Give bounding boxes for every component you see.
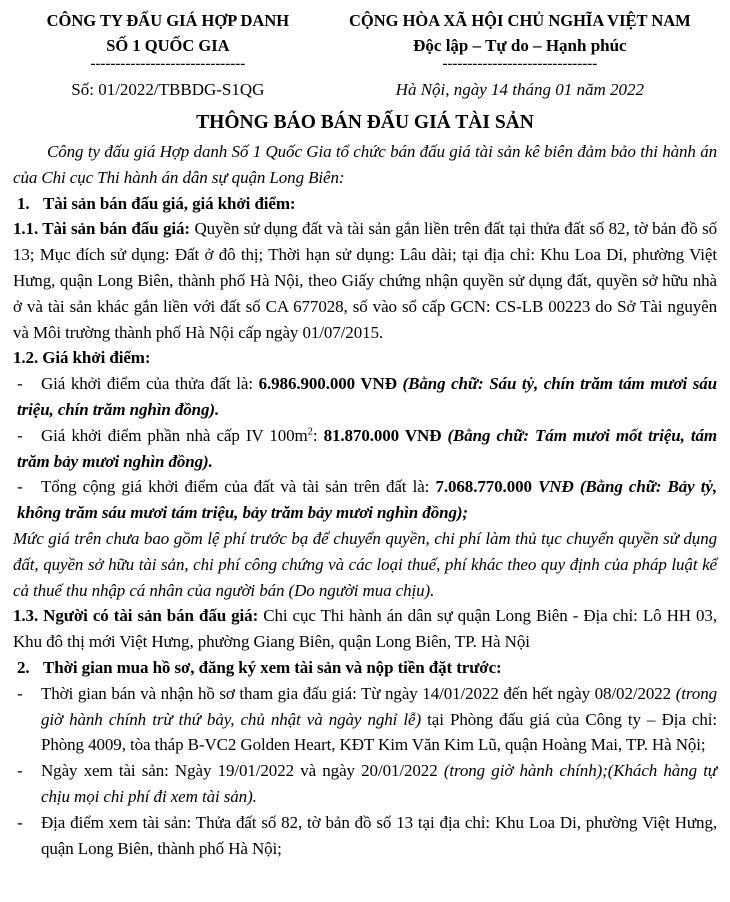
bullet-marker: -	[17, 374, 23, 394]
text-run: 1.2. Giá khởi điểm:	[13, 348, 151, 368]
text-run: Quyền sử dụng đất và tài sản gắn liền trên đất tại thửa đất số 82, tờ bản đồ số 13; Mục đích sử dụng: Đất ở đô thị; Thời hạn sử dụng: Lâu dài; tại địa chỉ: Khu Loa Di, phường Việt Hưng, quận Long Biên, thành phố Hà Nội, theo Giấy chứng nhận quyền sử dụng đất, quyền sở hữu nhà ở và tài sản khác gắn liền với đất số CA 677028, số vào sổ cấp GCN: CS-LB 00223 do Sở Tài nguyên và Môi trường thành phố Hà Nội cấp ngày 01/07/2015.	[13, 219, 718, 342]
text-run: (Bằng chữ: Sáu tỷ, chín trăm tám mươi sáu triệu, chín trăm nghìn đồng).	[17, 374, 718, 419]
national-motto-line: Độc lập – Tự do – Hạnh phúc	[413, 36, 627, 55]
text-run: Thời gian bán và nhận hồ sơ tham gia đấu giá: Từ ngày 14/01/2022 đến hết ngày 08/02/2022	[41, 683, 676, 703]
section-1-2-heading	[13, 345, 717, 371]
text-run: Ngày xem tài sản: Ngày 19/01/2022 và ngày 20/01/2022	[41, 761, 444, 781]
bullet-marker: -	[17, 761, 23, 781]
bullet-marker: 2.	[17, 657, 30, 677]
bullet-text	[17, 477, 717, 522]
bullet-marker: -	[17, 425, 23, 445]
text-run: (trong giờ hành chính trừ thứ bảy, chủ nhật và ngày nghỉ lễ)	[41, 683, 717, 729]
text-run: VNĐ (Bằng chữ: Bảy tỷ, không trăm sáu mươi tám triệu, bảy trăm bảy mươi nghìn đồng);	[17, 477, 717, 523]
text-run: Mức giá trên chưa bao gồm lệ phí trước bạ để chuyển quyền, chi phí làm thủ tục chuyển quyền sử dụng đất, quyền sở hữu tài sản, chi phí công chứng và các loại thuế, phí khác theo quy định của pháp luật kể cả thuế thu nhập cá nhân của người bán (Do người mua chịu).	[13, 528, 717, 600]
document-body	[13, 139, 717, 861]
bullet-text	[43, 194, 296, 213]
bullet-text	[17, 426, 717, 471]
bullet-marker: 1.	[17, 193, 30, 213]
bullet-marker: -	[17, 683, 23, 703]
document-title: THÔNG BÁO BÁN ĐẤU GIÁ TÀI SẢN	[196, 112, 534, 133]
text-run: :	[312, 425, 324, 445]
text-run: Giá khởi điểm của thửa đất là:	[41, 374, 259, 394]
intro-paragraph	[13, 139, 717, 191]
document-header	[13, 8, 717, 100]
bullet-starting-price-house	[13, 423, 717, 475]
bullet-text	[17, 374, 717, 419]
bullet-text	[43, 658, 502, 677]
bullet-total-starting-price	[13, 474, 717, 526]
price-note-paragraph	[13, 526, 717, 603]
place-date-line: Hà Nội, ngày 14 tháng 01 năm 2022	[395, 80, 645, 99]
text-run: 81.870.000 VNĐ	[323, 425, 448, 445]
text-run: tại Phòng đấu giá của Công ty – Địa chỉ: Phòng 4009, tòa tháp B-VC2 Golden Heart, KĐT Kim Văn Kim Lũ, quận Hoàng Mai, TP. Hà Nội;	[41, 709, 718, 755]
text-run: 2	[307, 426, 313, 438]
paragraph-1-3-asset-owner	[13, 603, 717, 655]
bullet-asset-viewing-location	[13, 810, 717, 862]
bullet-asset-viewing-dates	[13, 758, 717, 810]
text-run: 7.068.770.000	[435, 477, 539, 497]
bullet-text	[41, 681, 717, 758]
issuer-block	[13, 8, 323, 100]
national-block	[323, 8, 717, 100]
paragraph-1-1-auction-asset	[13, 216, 717, 345]
text-run: 1.3. Người có tài sản bán đấu giá:	[13, 606, 264, 626]
text-run: 6.986.900.000 VNĐ	[258, 374, 403, 394]
section-1-heading	[13, 191, 717, 217]
text-run: Tổng cộng giá khởi điểm của đất và tài sản trên đất là:	[41, 477, 436, 497]
bullet-marker: -	[17, 477, 23, 497]
motto-divider: -------------------------------	[442, 56, 598, 72]
text-run: Địa điểm xem tài sản: Thửa đất số 82, tờ bản đồ số 13 tại địa chỉ: Khu Loa Di, phường Việt Hưng, quận Long Biên, thành phố Hà Nội;	[41, 812, 717, 858]
national-name-line: CỘNG HÒA XÃ HỘI CHỦ NGHĨA VIỆT NAM	[348, 11, 691, 30]
issuer-name-line2: SỐ 1 QUỐC GIA	[106, 36, 230, 55]
text-run: (trong giờ hành chính);(Khách hàng tự chịu mọi chi phí đi xem tài sản).	[41, 761, 717, 806]
text-run: Thời gian mua hồ sơ, đăng ký xem tài sản và nộp tiền đặt trước:	[43, 657, 502, 677]
bullet-sale-registration-period	[13, 681, 717, 758]
text-run: (Bằng chữ: Tám mươi mốt triệu, tám trăm bảy mươi nghìn đồng).	[17, 425, 718, 471]
bullet-marker: -	[17, 812, 23, 832]
bullet-text	[41, 810, 717, 862]
issuer-divider: -------------------------------	[90, 56, 246, 72]
section-2-heading	[13, 655, 717, 681]
document-number: Số: 01/2022/TBBDG-S1QG	[71, 80, 265, 99]
text-run: Công ty đấu giá Hợp danh Số 1 Quốc Gia tổ chức bán đấu giá tài sản kê biên đảm bảo thi hành án của Chi cục Thi hành án dân sự quận Long Biên:	[13, 142, 717, 187]
text-run: Chi cục Thi hành án dân sự quận Long Biên - Địa chỉ: Lô HH 03, Khu đô thị mới Việt Hưng, phường Giang Biên, quận Long Biên, TP. Hà Nội	[13, 606, 717, 652]
issuer-name-line1: CÔNG TY ĐẤU GIÁ HỢP DANH	[46, 11, 290, 30]
bullet-text	[41, 758, 717, 810]
text-run: Tài sản bán đấu giá, giá khởi điểm:	[43, 193, 296, 213]
text-run: Giá khởi điểm phần nhà cấp IV 100m	[41, 425, 308, 445]
bullet-starting-price-land	[13, 371, 717, 423]
text-run: 1.1. Tài sản bán đấu giá:	[13, 219, 195, 239]
